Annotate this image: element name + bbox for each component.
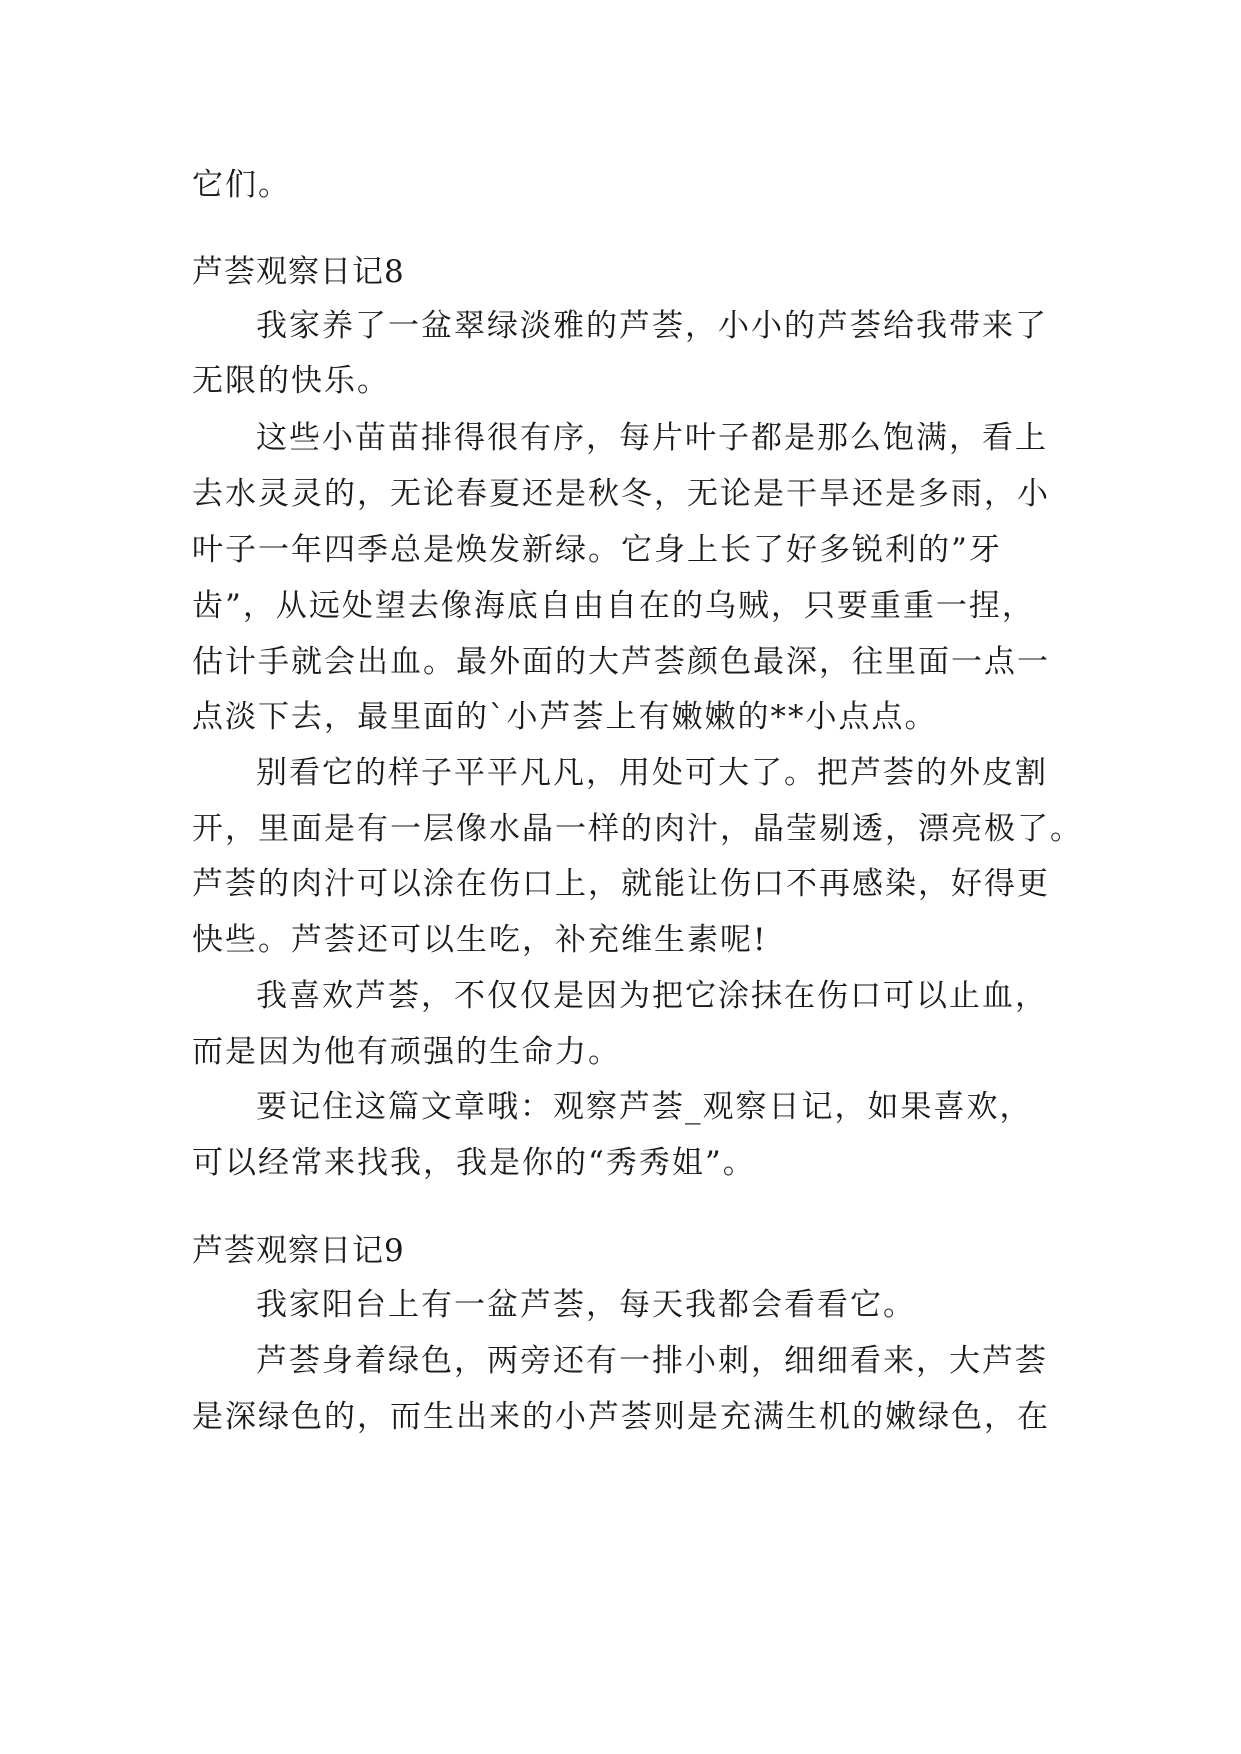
text-line: 别看它的样子平平凡凡，用处可大了。把芦荟的外皮割 <box>256 755 1048 791</box>
text-line: 快些。芦荟还可以生吃，补充维生素呢! <box>192 922 768 958</box>
text-line: 开，里面是有一层像水晶一样的肉汁，晶莹剔透，漂亮极了。 <box>192 811 1083 847</box>
text-line: 芦荟的肉汁可以涂在伤口上，就能让伤口不再感染，好得更 <box>192 866 1050 902</box>
text-line: 我家养了一盆翠绿淡雅的芦荟，小小的芦荟给我带来了 <box>256 308 1048 344</box>
section-heading: 芦荟观察日记9 <box>192 1233 405 1269</box>
text-line: 要记住这篇文章哦：观察芦荟_观察日记，如果喜欢， <box>256 1089 1033 1125</box>
text-line: 是深绿色的，而生出来的小芦荟则是充满生机的嫩绿色，在 <box>192 1399 1050 1435</box>
text-line: 而是因为他有顽强的生命力。 <box>192 1034 621 1070</box>
text-line: 叶子一年四季总是焕发新绿。它身上长了好多锐利的”牙 <box>192 532 1002 568</box>
text-line: 点淡下去，最里面的`小芦荟上有嫩嫩的**小点点。 <box>192 699 938 735</box>
text-line: 我喜欢芦荟，不仅仅是因为把它涂抹在伤口可以止血， <box>256 978 1048 1014</box>
text-line: 无限的快乐。 <box>192 363 390 399</box>
text-line: 齿”，从远处望去像海底自由自在的乌贼，只要重重一捏， <box>192 588 1035 624</box>
text-line: 可以经常来找我，我是你的“秀秀姐”。 <box>192 1145 756 1181</box>
text-line: 这些小苗苗排得很有序，每片叶子都是那么饱满，看上 <box>256 420 1048 456</box>
text-line: 它们。 <box>192 167 291 203</box>
section-heading: 芦荟观察日记8 <box>192 254 405 290</box>
text-line: 芦荟身着绿色，两旁还有一排小刺，细细看来，大芦荟 <box>256 1343 1048 1379</box>
text-line: 去水灵灵的，无论春夏还是秋冬，无论是干旱还是多雨，小 <box>192 476 1050 512</box>
text-line: 我家阳台上有一盆芦荟，每天我都会看看它。 <box>256 1287 916 1323</box>
text-line: 估计手就会出血。最外面的大芦荟颜色最深，往里面一点一 <box>192 644 1050 680</box>
